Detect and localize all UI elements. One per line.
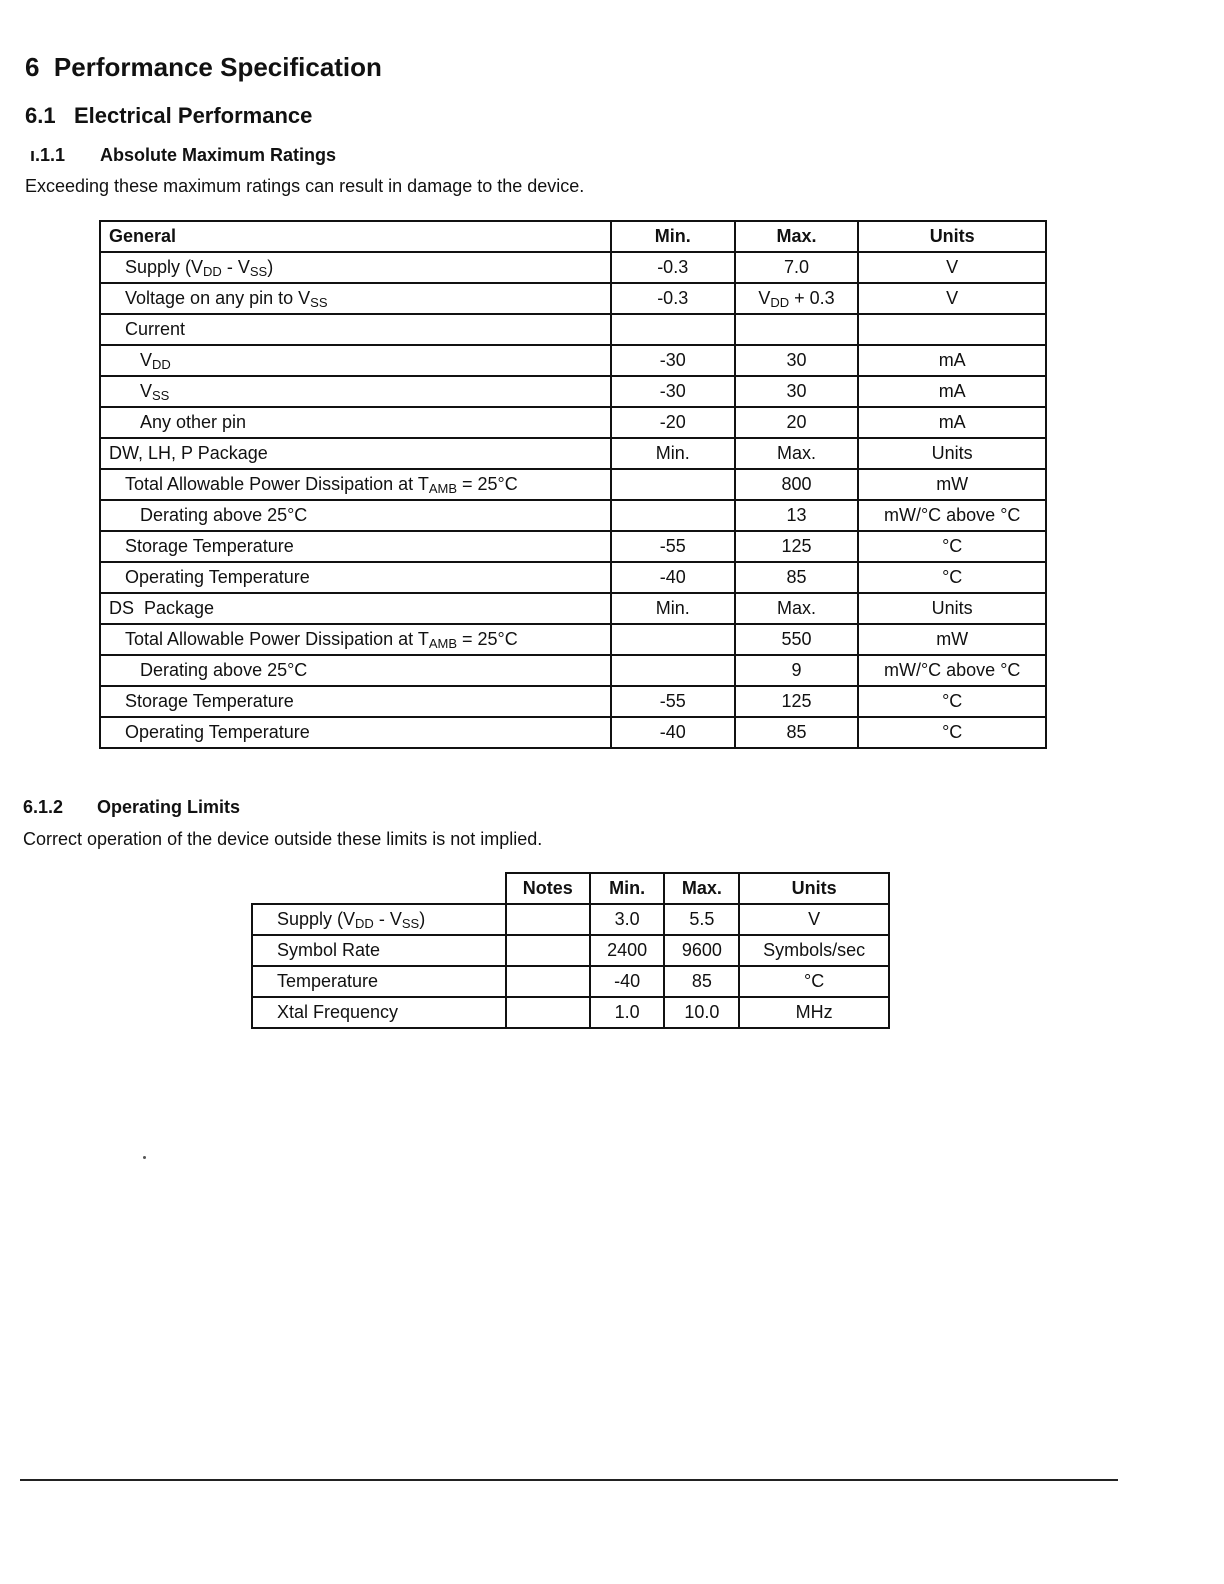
max-value: 85: [735, 562, 859, 593]
subsection-heading: [25, 103, 312, 129]
min-value: -0.3: [611, 283, 735, 314]
table-row: [100, 345, 1046, 376]
max-value: 85: [664, 966, 739, 997]
min-value: 3.0: [590, 904, 665, 935]
header-units: Units: [858, 221, 1046, 252]
table-header-row: [252, 873, 889, 904]
max-value: 800: [735, 469, 859, 500]
max-value: 550: [735, 624, 859, 655]
max-value: [735, 314, 859, 345]
units-value: [858, 314, 1046, 345]
table-row: [100, 469, 1046, 500]
absolute-max-ratings-table: [99, 220, 1047, 749]
min-value: -40: [611, 562, 735, 593]
table-row: [100, 717, 1046, 748]
max-value: 13: [735, 500, 859, 531]
max-value: Max.: [735, 438, 859, 469]
header-units: Units: [739, 873, 889, 904]
units-value: °C: [858, 717, 1046, 748]
min-value: [611, 655, 735, 686]
row-label: Operating Temperature: [100, 562, 611, 593]
table-row: [100, 500, 1046, 531]
header-max: Max.: [664, 873, 739, 904]
units-value: mA: [858, 376, 1046, 407]
min-value: 1.0: [590, 997, 665, 1028]
package-header-row: [100, 438, 1046, 469]
min-value: -0.3: [611, 252, 735, 283]
header-min: Min.: [611, 221, 735, 252]
amr-intro: Exceeding these maximum ratings can result in damage to the device.: [25, 176, 585, 196]
row-label: Symbol Rate: [252, 935, 506, 966]
max-value: 85: [735, 717, 859, 748]
row-label: Total Allowable Power Dissipation at $T_{AMB} = 25^\circ C$: [100, 624, 611, 655]
max-value: 9: [735, 655, 859, 686]
table-row: [100, 283, 1046, 314]
min-value: [611, 469, 735, 500]
package-label: DW, LH, P Package: [100, 438, 611, 469]
section-title: Performance Specification: [53, 52, 382, 82]
max-value: 30: [735, 376, 859, 407]
row-label: Supply $(V_{DD} - V_{SS})$: [100, 252, 611, 283]
row-label: Xtal Frequency: [252, 997, 506, 1028]
max-value: 10.0: [664, 997, 739, 1028]
row-label: Derating above 25°C: [100, 655, 611, 686]
units-value: °C: [858, 686, 1046, 717]
min-value: -55: [611, 531, 735, 562]
header-max: Max.: [735, 221, 859, 252]
min-value: 2400: [590, 935, 665, 966]
min-value: -40: [611, 717, 735, 748]
min-value: -55: [611, 686, 735, 717]
units-value: MHz: [739, 997, 889, 1028]
package-header-row: [100, 593, 1046, 624]
row-label: Temperature: [252, 966, 506, 997]
row-label: Storage Temperature: [100, 531, 611, 562]
min-value: -30: [611, 376, 735, 407]
row-label: Any other pin: [100, 407, 611, 438]
notes-value: [506, 935, 590, 966]
max-value: 125: [735, 686, 859, 717]
min-value: -30: [611, 345, 735, 376]
units-value: Units: [858, 593, 1046, 624]
min-value: -20: [611, 407, 735, 438]
units-value: °C: [739, 966, 889, 997]
ol-number: 6.1.2: [23, 797, 64, 817]
subsection-number: 6.1: [25, 103, 56, 128]
table-row: [100, 376, 1046, 407]
subsection-title: Electrical Performance: [73, 103, 313, 128]
table-row: [100, 407, 1046, 438]
notes-value: [506, 997, 590, 1028]
table-row: [100, 655, 1046, 686]
header-general: General: [100, 221, 611, 252]
max-value: 125: [735, 531, 859, 562]
ol-intro: Correct operation of the device outside these limits is not implied.: [23, 829, 543, 849]
row-label: Voltage on any pin to $V_{SS}$: [100, 283, 611, 314]
max-value: 7.0: [735, 252, 859, 283]
table-row: [100, 562, 1046, 593]
row-label: Operating Temperature: [100, 717, 611, 748]
header-blank: [252, 873, 506, 904]
units-value: V: [739, 904, 889, 935]
max-value: 30: [735, 345, 859, 376]
table-row: [100, 314, 1046, 345]
ol-title: Operating Limits: [97, 797, 241, 817]
amr-title: Absolute Maximum Ratings: [100, 145, 337, 165]
units-value: °C: [858, 562, 1046, 593]
ol-heading: [23, 797, 240, 818]
table-row: [100, 624, 1046, 655]
table-row: [100, 531, 1046, 562]
table-row: [252, 904, 889, 935]
max-value: 9600: [664, 935, 739, 966]
footer-rule: [20, 1479, 1118, 1481]
table-header-row: [100, 221, 1046, 252]
max-value: 20: [735, 407, 859, 438]
row-label: Derating above 25°C: [100, 500, 611, 531]
units-value: mA: [858, 407, 1046, 438]
units-value: mW/°C above °C: [858, 655, 1046, 686]
scan-speck: [143, 1156, 146, 1159]
table-row: [252, 997, 889, 1028]
units-value: mW: [858, 624, 1046, 655]
units-value: mW: [858, 469, 1046, 500]
table-row: [100, 252, 1046, 283]
units-value: mW/°C above °C: [858, 500, 1046, 531]
section-heading: [25, 52, 382, 83]
min-value: Min.: [611, 593, 735, 624]
units-value: V: [858, 283, 1046, 314]
row-label: $V_{DD}$: [100, 345, 611, 376]
table-row: [252, 966, 889, 997]
amr-heading: [30, 145, 336, 166]
row-label: Storage Temperature: [100, 686, 611, 717]
row-label: Supply $(V_{DD} - V_{SS})$: [252, 904, 506, 935]
package-label: DS Package: [100, 593, 611, 624]
header-min: Min.: [590, 873, 665, 904]
table-row: [252, 935, 889, 966]
row-label: Current: [100, 314, 611, 345]
units-value: Symbols/sec: [739, 935, 889, 966]
min-value: [611, 624, 735, 655]
units-value: V: [858, 252, 1046, 283]
min-value: Min.: [611, 438, 735, 469]
amr-number: ı.1.1: [30, 145, 66, 165]
table-row: [100, 686, 1046, 717]
min-value: [611, 314, 735, 345]
section-number: 6: [25, 52, 40, 82]
operating-limits-table: [251, 872, 890, 1029]
max-value: 5.5: [664, 904, 739, 935]
units-value: Units: [858, 438, 1046, 469]
row-label: $V_{SS}$: [100, 376, 611, 407]
units-value: °C: [858, 531, 1046, 562]
max-value: Max.: [735, 593, 859, 624]
row-label: Total Allowable Power Dissipation at $T_{AMB} = 25^\circ C$: [100, 469, 611, 500]
notes-value: [506, 904, 590, 935]
min-value: [611, 500, 735, 531]
header-notes: Notes: [506, 873, 590, 904]
units-value: mA: [858, 345, 1046, 376]
notes-value: [506, 966, 590, 997]
min-value: -40: [590, 966, 665, 997]
max-value: $V_{DD} + 0.3$: [735, 283, 859, 314]
